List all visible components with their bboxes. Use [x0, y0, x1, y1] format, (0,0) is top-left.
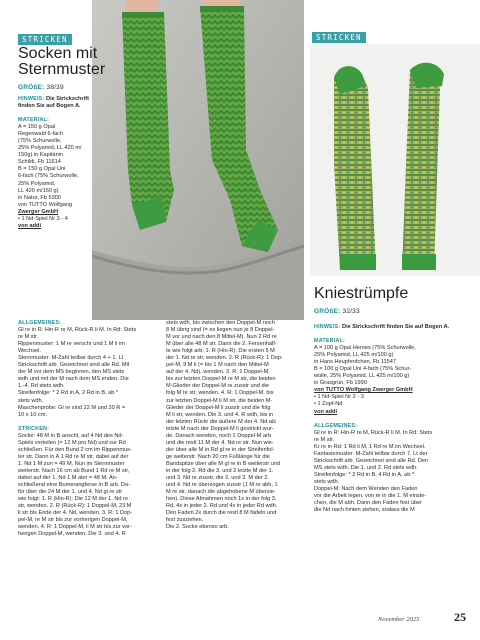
instruction-line: und 3. Nd re zusstr, die 2. und 3. M der 2.	[166, 475, 269, 482]
instruction-line: Bandspitze über alle M gl re in B weiterstr und	[166, 460, 281, 467]
material-line: 6-fach (75% Schurwolle,	[18, 173, 79, 180]
right-category-tag: STRICKEN	[312, 32, 366, 43]
general-line: re M str.	[314, 436, 335, 443]
general-line: Strickschrift arb. Gezeichnet sind alle Rd. Den	[314, 457, 429, 464]
general-line: Doppel-M: Nach dem Wenden den Faden	[314, 485, 418, 492]
instruction-line: Socke: 48 M in B anschl, auf 4 Nd des Nd-	[18, 432, 124, 439]
instruction-line: schließend eine Bumerangferse in B arb. Da-	[18, 482, 130, 489]
instruction-line: Rd, 4x in jeder 2. Rd und 4x in jeder Rd wdh.	[166, 503, 278, 510]
material-line: in Hans Heupferdchen, Fb 11547	[314, 359, 396, 366]
material-line: von TUTTO Wolfgang Zwerger GmbH	[314, 387, 413, 394]
general-line: 10 x 10 cm.	[18, 411, 47, 418]
instruction-line: hen). Diese Abnahmen noch 1x in der folg 3.	[166, 496, 277, 503]
general-line: Fantasiemuster: M-Zahl teilbar durch 7. Lt der	[314, 450, 428, 457]
instruction-line: 8 M übrig sind (= es liegen nun je 8 Doppel-	[166, 327, 275, 334]
material-line: 25% Polyamid, LL 420 m/	[18, 145, 82, 152]
general-line: Maschenprobe: Gl re sind 22 M und 20 R =	[18, 404, 126, 411]
instruction-line: der letzten Rückr die äußere M der 4. Nd als	[166, 418, 277, 425]
instruction-line: Die 2. Socke ebenso arb.	[166, 524, 229, 531]
left-article-title	[18, 46, 108, 78]
instruction-line: fest zusziehen.	[166, 517, 204, 524]
left-general-label: ALLGEMEINES:	[18, 320, 62, 326]
left-title-line-1: Socken mit	[18, 45, 98, 62]
material-line: Zwerger GmbH	[18, 208, 59, 215]
instruction-line: herigen Doppel-M, wenden. Die 3. und 4. R	[18, 531, 126, 538]
left-general-list	[18, 327, 160, 419]
left-socks-photo	[92, 0, 304, 320]
general-line: Streifenfolge: * 2 Rd in A, 2 Rd in B, ab *	[18, 390, 119, 397]
instruction-line: pel-M, 9 M li (= bis 1 M nach den Mittel-M	[166, 362, 269, 369]
instruction-line: schließen. Für den Bund 2 cm im Rippenmus-	[18, 446, 132, 453]
instruction-line: bis zur letzten Doppel-M re M str, die beiden	[166, 376, 276, 383]
general-line: Streifenfolge: * 2 Rd in B, 4 Rd in A, ab *	[314, 471, 415, 478]
material-line: in Natur, Fb 5300	[18, 194, 61, 201]
instruction-line: zur letzten Doppel-M li M str, die beiden M-	[166, 397, 273, 404]
general-line: der M vor dem MS beginnen, den MS stets	[18, 369, 125, 376]
material-line: A = 150 g Opal	[18, 124, 56, 131]
left-instructions-label: STRICKEN:	[18, 425, 50, 432]
general-line: chen, die M abh. Dann den Faden fest über	[314, 500, 422, 507]
instruction-line: Den Faden 2x durch die restl 8 M fädeln und	[166, 510, 277, 517]
instruction-line: li str bis Ende der 4. Nd, wenden. 3. R: 1 Dop-	[18, 510, 133, 517]
left-hint-text: Die Strickschrift finden Sie auf Bogen A.	[18, 96, 89, 110]
right-material-label: MATERIAL:	[314, 338, 346, 345]
material-line: in Grasgrün, Fb 1990	[314, 380, 367, 387]
right-size-info	[314, 308, 360, 315]
material-line: LL 420 m/150 g)	[18, 187, 59, 194]
left-material-list	[18, 124, 96, 230]
instruction-line: und 4. Nd re überzogen zusstr (1 M re abh, 1	[166, 482, 278, 489]
general-line: Strickschrift arb. Gezeichnet sind alle Rd. Mit	[18, 362, 130, 369]
left-category-tag: STRICKEN	[18, 34, 72, 45]
general-line: wdh und mit der M nach dem MS enden. Die	[18, 376, 129, 383]
material-line: von addi	[18, 222, 41, 229]
instruction-line: für über die 24 M der 1. und 4. Nd gl re str	[18, 489, 123, 496]
general-line: die Nd nach hinten ziehen, sodass die M	[314, 507, 415, 514]
material-line: Regenwald 6-fach	[18, 131, 64, 138]
instruction-line: str, wenden. 2. R (Rück-R): 1 Doppel-M, 23 M	[18, 503, 132, 510]
instruction-line: M-Glieder der Doppel-M re zusstr und die	[166, 383, 269, 390]
left-instructions-list	[18, 433, 160, 539]
general-line: Rippenmuster: 1 M re verschr und 1 M li im	[18, 341, 125, 348]
general-line: stets wdh.	[18, 397, 44, 404]
middle-column	[166, 320, 306, 531]
material-line: • 1 Nd-Spiel Nr 2 - 3	[314, 394, 364, 401]
left-hint-label: HINWEIS:	[18, 96, 45, 102]
material-line: B = 150 g Opal Uni	[18, 166, 66, 173]
left-socks-illustration	[92, 0, 304, 320]
right-hint-text: Die Strickschrift finden Sie auf Bogen A.	[342, 324, 450, 330]
left-narrow-column	[18, 96, 96, 230]
instruction-line: M li str, wenden. Die 3. und 4. R wdh, bis in	[166, 411, 274, 418]
general-line: re M str.	[18, 334, 39, 341]
instruction-line: wenden. 4. R: 1 Doppel-M, li M str bis zur vor-	[18, 524, 132, 531]
right-article-title: Kniestrümpfe	[314, 285, 409, 302]
instruction-line: de. Danach wenden, noch 1 Doppel-M arb	[166, 432, 272, 439]
instruction-line: te wie folgt arb: 1. R (Hin-R): Die ersten 5 M	[166, 348, 275, 355]
general-line: Gl re in R: Hin-R re M, Rück-R li M. In Rd: Stets	[18, 327, 137, 334]
left-main-column	[18, 320, 160, 538]
material-line: (75% Schurwolle,	[18, 138, 62, 145]
material-line: wolle, 25% Polyamid, LL 425 m/100 g)	[314, 373, 410, 380]
instruction-line: folg M re str, wenden. 4. R: 1 Doppel-M, bis	[166, 390, 274, 397]
material-line: 150g) in Kapitänin	[18, 152, 64, 159]
general-line: Gl re in R: Hin-R re M, Rück-R li M. In Rd: Stets	[314, 429, 433, 436]
material-line: von TUTTO Wolfgang	[18, 201, 73, 208]
instruction-line: 1. Nd 1 M zun = 49 M. Nun im Sternmuster	[18, 460, 125, 467]
instruction-line: ge weiterstr. Nach 20 cm Fußlänge für die	[166, 453, 270, 460]
left-size-info	[18, 84, 64, 91]
instruction-line: ter str. Dann in A 1 Rd re M str, dabei auf der	[18, 453, 129, 460]
right-general-label: ALLGEMEINES:	[314, 422, 358, 429]
right-socks-photo	[310, 44, 480, 276]
material-line: Schildi, Fb 11614	[18, 159, 61, 166]
material-line: B = 100 g Opal Uni 4-fach (75% Schur-	[314, 366, 412, 373]
material-line: von addi	[314, 408, 337, 415]
general-line: Wechsel.	[18, 348, 41, 355]
general-line: 1.-4. Rd stets wdh.	[18, 383, 65, 390]
right-column	[314, 324, 464, 514]
general-line: Sternmuster: M-Zahl teilbar durch 4 + 1. Lt	[18, 355, 124, 362]
general-line: MS stets wdh. Die 1. und 2. Rd stets wdh.	[314, 464, 418, 471]
left-size-value: 38/39	[46, 84, 64, 91]
instruction-line: M vor und nach den 8 Mittel-M). Nun 2 Rd re	[166, 334, 277, 341]
right-material-list	[314, 345, 464, 415]
right-size-value: 32/33	[342, 308, 360, 315]
instruction-line: letzte M nach der Doppel-M li gestrickt wur-	[166, 425, 274, 432]
instruction-line: pel-M, re M str bis zur vorherigen Doppel-M,	[18, 517, 128, 524]
instruction-line: weiterstr. Nach 16 cm ab Bund 1 Rd re M str,	[18, 467, 130, 474]
material-line: A = 100 g Opal Heroes (75% Schurwolle,	[314, 345, 416, 352]
instruction-line: der über alle M in Rd gl re in der Streifenfol-	[166, 446, 275, 453]
right-general-list	[314, 430, 464, 515]
left-title-line-2: Sternmuster	[18, 61, 106, 78]
general-line: Kr re in Rd: 1 Rd li M, 1 Rd re M im Wechsel.	[314, 443, 426, 450]
general-line: vor die Arbeit legen, von re in die 1. M einste-	[314, 493, 427, 500]
general-line: stets wdh.	[314, 478, 340, 485]
instruction-line: in der folg 2. Rd die 3. und 2.letzte M der 1.	[166, 467, 274, 474]
right-size-label: GRÖßE:	[314, 308, 341, 315]
instruction-line: M über alle 48 M str. Dann die 2. Fersenhälf-	[166, 341, 277, 348]
right-socks-illustration	[310, 44, 480, 276]
instruction-line: M re str, danach die abgehobene M überzie-	[166, 489, 276, 496]
instruction-line: stets wdh, bis zwischen den Doppel-M noch	[166, 320, 275, 326]
material-line: • 1 Zopf-Nd	[314, 401, 343, 408]
left-size-label: GRÖßE:	[18, 84, 45, 91]
instruction-line: der 1. Nd re str, wenden. 2. R (Rück-R): 1 Dop-	[166, 355, 283, 362]
footer-date: November 2025	[378, 616, 420, 623]
material-line: • 1 Nd-Spiel Nr 3 - 4	[18, 215, 68, 222]
material-line: 25% Polyamid, LL 425 m/100 g)	[314, 352, 394, 359]
right-hint-label: HINWEIS:	[314, 324, 341, 330]
instruction-line: und die restl 11 M der 4. Nd re str. Nun wie-	[166, 439, 274, 446]
instruction-line: Spiels verteilen (= 12 M pro Nd) und zur Rd	[18, 439, 126, 446]
left-material-label: MATERIAL:	[18, 117, 50, 124]
instruction-line: auf der 4. Nd), wenden. 3. R: 1 Doppel-M,	[166, 369, 270, 376]
instruction-line: dabei auf der 1. Nd 1 M abn = 48 M. An-	[18, 474, 118, 481]
page-number: 25	[454, 610, 466, 624]
instruction-line: Glieder der Doppel-M li zusstr und die folg	[166, 404, 271, 411]
material-line: 25% Polyamid,	[18, 180, 56, 187]
instruction-line: wie folgt: 1. R (Hin-R): Die 12 M der 1. Nd re	[18, 496, 129, 503]
